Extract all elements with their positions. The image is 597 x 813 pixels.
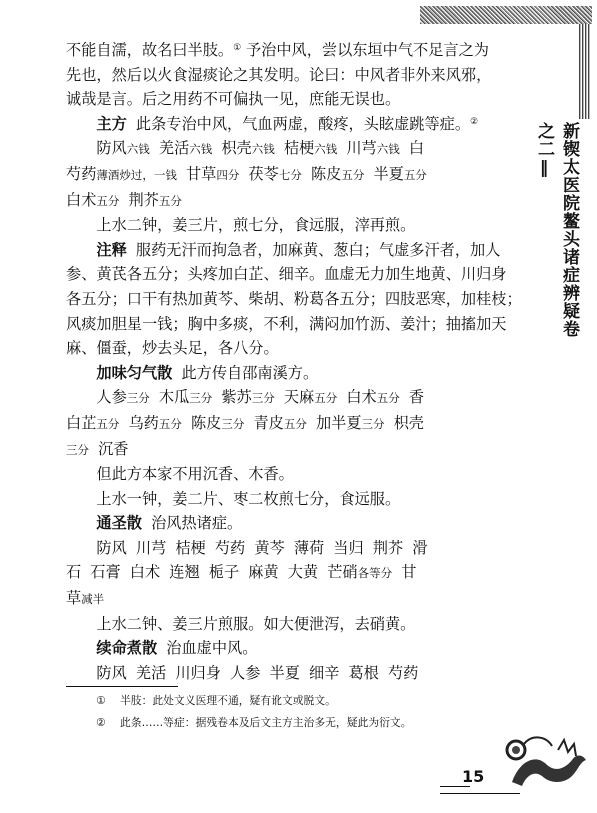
formula-line: 白芷五分 乌药五分 陈皮三分 青皮五分 加半夏三分 枳壳	[66, 413, 424, 432]
footnote-2: ② 此条……等症：据残卷本及后文主方主治多无，疑此为衍文。	[96, 716, 412, 729]
text-line: 风痰加胆星一钱；胸中多痰，不利，满闷加竹沥、姜汁；抽搐加天	[66, 314, 507, 333]
text-line: 但此方本家不用沉香、木香。	[96, 465, 294, 484]
footnote-divider	[66, 686, 178, 687]
decoction-line: 上水二钟，姜三片，煎七分，食远服，滓再煎。	[96, 216, 416, 235]
formula-line: 防风 羌活 川归身 人参 半夏 细辛 葛根 芍药	[96, 663, 419, 682]
page-number-rule	[440, 793, 520, 794]
footnote-ref-1[interactable]: ①	[233, 43, 242, 53]
formula-line: 防风 川芎 桔梗 芍药 黄芩 薄荷 当归 荆芥 滑	[96, 538, 428, 557]
text-line: 先也，然后以火食湿痰论之其发明。论曰：中风者非外来风邪，	[66, 65, 492, 84]
section-heading: 通圣散	[96, 514, 142, 533]
formula-line: 白术五分 荆芥五分	[66, 190, 182, 209]
text-line: 诚哉是言。后之用药不可偏执一见，庶能无误也。	[66, 90, 401, 109]
text-line: 各五分；口干有热加黄芩、柴胡、粉葛各五分；四肢恶寒，加桂枝；	[66, 289, 522, 308]
text-line: 麻、僵蚕，炒去头足，各八分。	[66, 339, 279, 358]
section-xuming: 续命煮散 治血虚中风。	[96, 639, 258, 658]
section-zhufang: 主方 此条专治中风，气血两虚，酸疼，头眩虚跳等症。②	[96, 114, 479, 133]
section-tongsheng: 通圣散 治风热诸症。	[96, 514, 243, 533]
main-text	[66, 38, 524, 685]
section-jiawei: 加味匀气散 此方传自邵南溪方。	[96, 363, 319, 382]
page-number-rule-top	[440, 786, 470, 787]
dragon-ornament-icon	[502, 720, 590, 800]
top-decorative-band	[420, 6, 592, 24]
formula-line: 人参三分 木瓜三分 紫苏三分 天麻五分 白术五分 香	[96, 388, 424, 407]
text-line: 不能自濡，故名曰半肢。① 予治中风，尝以东垣中气不足言之为	[66, 41, 489, 59]
section-heading: 续命煮散	[96, 639, 158, 658]
running-book-title: 新锲太医院鳌头诸症辨疑卷之二‖	[534, 122, 579, 338]
formula-line: 防风六钱 羌活六钱 枳壳六钱 桔梗六钱 川芎六钱 白	[96, 139, 424, 158]
text-line: 参、黄芪各五分；头疼加白芷、细辛。血虚无力加生地黄、川归身	[66, 265, 507, 284]
decoction-line: 上水二钟、姜三片煎服。如大便泄泻，去硝黄。	[96, 614, 416, 633]
section-zhushi: 注释 服药无汗而拘急者，加麻黄、葱白；气虚多汗者，加人	[96, 240, 501, 259]
decoction-line: 上水一钟，姜二片、枣二枚煎七分，食远服。	[96, 489, 401, 508]
formula-line: 三分 沉香	[66, 439, 129, 458]
footnote-1: ① 半肢：此处文义医理不通，疑有讹文或脱文。	[96, 694, 336, 707]
footnote-ref-2[interactable]: ②	[470, 116, 479, 127]
section-heading: 注释	[96, 240, 127, 259]
section-heading: 加味匀气散	[96, 363, 173, 382]
formula-line: 芍药薄酒炒过，一钱 甘草四分 茯苓七分 陈皮五分 半夏五分	[66, 164, 427, 183]
page-number: 15	[462, 767, 485, 786]
section-heading: 主方	[96, 114, 127, 133]
formula-line: 石 石膏 白术 连翘 栀子 麻黄 大黄 芒硝各等分 甘	[66, 563, 417, 582]
formula-line: 草减半	[66, 589, 105, 608]
